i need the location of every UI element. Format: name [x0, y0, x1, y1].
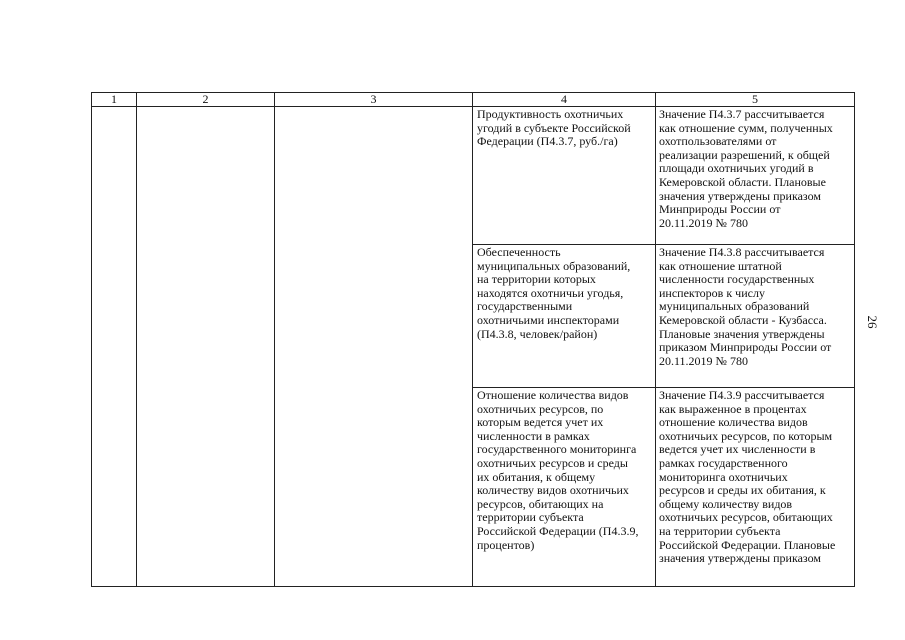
table-row	[92, 107, 855, 245]
method-cell	[656, 107, 855, 245]
method-cell	[656, 388, 855, 587]
page-number: 26	[865, 315, 880, 329]
column-header-3: 3	[275, 93, 473, 107]
indicator-cell	[473, 388, 656, 587]
indicator-cell	[473, 107, 656, 245]
method-cell	[656, 245, 855, 388]
method-text: Значение П4.3.8 рассчитывается как отношение штатной численности государственных инспекторов к числу муниципальных образований Кемеровской области - Кузбасса. Плановые значения утверждены приказом Минприроды России от 20.11.2019 № 780	[659, 245, 832, 368]
column-header-2: 2	[137, 93, 275, 107]
cell-col3-empty	[275, 107, 473, 587]
method-text: Значение П4.3.7 рассчитывается как отношение сумм, полученных охотпользователями от реализации разрешений, к общей площади охотничьих угодий в Кемеровской области. Плановые значения утверждены приказом Минприроды России от 20.11.2019 № 780	[659, 107, 833, 230]
column-header-1: 1	[92, 93, 137, 107]
column-header-4: 4	[473, 93, 656, 107]
indicator-text: Обеспеченность муниципальных образований, на территории которых находятся охотничьи угодья, государственными охотничьими инспекторами (П4.3.8, человек/район)	[477, 245, 631, 341]
cell-col2-empty	[137, 107, 275, 587]
indicators-table	[91, 92, 855, 587]
indicator-text: Отношение количества видов охотничьих ресурсов, по которым ведется учет их численности в рамках государственного мониторинга охотничьих ресурсов и среды их обитания, к общему количеству видов охотничьих ресурсов, обитающих на территории субъекта Российской Федерации (П4.3.9, процентов)	[477, 388, 639, 552]
table-header-row	[92, 93, 855, 107]
indicator-cell	[473, 245, 656, 388]
cell-col1-empty	[92, 107, 137, 587]
method-text: Значение П4.3.9 рассчитывается как выраженное в процентах отношение количества видов охотничьих ресурсов, по которым ведется учет их численности в рамках государственного мониторинга охотничьих ресурсов и среды их обитания, к общему количеству видов охотничьих ресурсов, обитающих на территории субъекта Российской Федерации. Плановые значения утверждены приказом	[659, 388, 836, 566]
indicator-text: Продуктивность охотничьих угодий в субъекте Российской Федерации (П4.3.7, руб./га)	[477, 107, 631, 149]
column-header-5: 5	[656, 93, 855, 107]
